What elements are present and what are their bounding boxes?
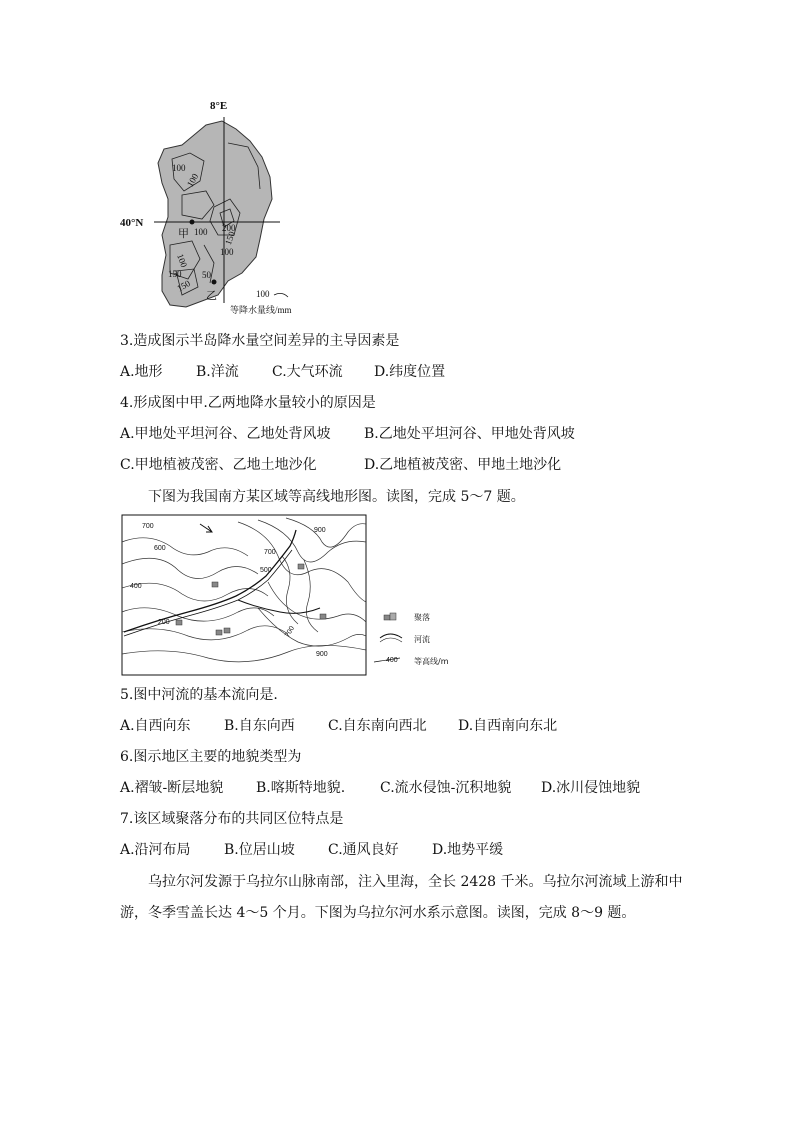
legend-isoline-text: 等降水量线/mm (230, 305, 292, 315)
question-3-stem: 3.造成图示半岛降水量空间差异的主导因素是 (120, 333, 400, 349)
settlement-marker (224, 628, 230, 633)
question-5-option-d: D.自西南向东北 (458, 718, 558, 734)
intro-questions-5-7: 下图为我国南方某区域等高线地形图。读图，完成 5～7 题。 (148, 489, 525, 505)
contour-label: 500 (260, 567, 272, 574)
contour-label: 900 (316, 651, 328, 658)
question-6-option-b: B.喀斯特地貌. (256, 780, 346, 796)
isoline-label: 200 (222, 223, 236, 233)
contour-label: 700 (264, 549, 276, 556)
isoline-label: 100 (220, 247, 234, 257)
question-4-option-a: A.甲地处平坦河谷、乙地处背风坡 (120, 426, 331, 442)
legend-contour-value: 400 (386, 657, 398, 664)
meridian-label: 8°E (210, 100, 228, 112)
question-6-option-d: D.冰川侵蚀地貌 (541, 780, 641, 796)
question-4-option-b: B.乙地处平坦河谷、甲地处背风坡 (364, 426, 575, 442)
peninsula-landmass (158, 121, 272, 307)
contour-label: 400 (130, 583, 142, 590)
intro-questions-8-9-line1: 乌拉尔河发源于乌拉尔山脉南部，注入里海，全长 2428 千米。乌拉尔河流域上游和中 (148, 874, 683, 890)
legend-river-icon (380, 634, 402, 638)
isoline-label: 100 (175, 252, 190, 269)
legend-river-label: 河流 (414, 635, 430, 644)
isoline-label: 100 (184, 171, 201, 189)
legend-contour-label: 等高线/m (414, 657, 449, 666)
question-3-option-c: C.大气环流 (272, 364, 343, 380)
parallel-label: 40°N (120, 217, 144, 229)
contour-label: 600 (154, 545, 166, 552)
point-yi-label: 乙 (206, 290, 217, 302)
settlement-marker (216, 630, 222, 635)
contour-label: 700 (142, 523, 154, 530)
isoline-label: 100 (172, 163, 186, 173)
question-6-option-c: C.流水侵蚀-沉积地貌 (380, 780, 512, 796)
intro-questions-8-9-line2: 游，冬季雪盖长达 4～5 个月。下图为乌拉尔河水系示意图。读图，完成 8～9 题。 (120, 905, 636, 921)
legend-settlement-label: 聚落 (414, 613, 430, 622)
legend-settlement-icon (384, 615, 390, 620)
settlement-marker (320, 614, 326, 619)
question-5-stem: 5.图中河流的基本流向是. (120, 687, 278, 703)
question-5-option-b: B.自东向西 (224, 718, 295, 734)
contour-label: 200 (158, 619, 170, 626)
precipitation-map (110, 95, 340, 325)
isoline-label: 100 (194, 227, 208, 237)
isoline-label: 150 (222, 230, 238, 247)
question-5-option-a: A.自西向东 (120, 718, 191, 734)
question-7-option-c: C.通风良好 (328, 842, 399, 858)
question-7-option-b: B.位居山坡 (224, 842, 295, 858)
question-4-option-c: C.甲地植被茂密、乙地土地沙化 (120, 457, 317, 473)
settlement-marker (298, 564, 304, 569)
point-jia-label: 甲 (178, 228, 189, 240)
isoline-label: 150 (175, 278, 192, 294)
isoline-label: 50 (202, 270, 211, 280)
contour-map (118, 512, 463, 680)
point-jia-marker (190, 220, 195, 225)
legend-isoline-value: 100 (256, 289, 270, 299)
point-yi-marker (212, 280, 217, 285)
contour-label: 700 (284, 625, 297, 639)
question-4-stem: 4.形成图中甲.乙两地降水量较小的原因是 (120, 395, 376, 411)
question-6-option-a: A.褶皱-断层地貌 (120, 780, 224, 796)
question-4-option-d: D.乙地植被茂密、甲地土地沙化 (364, 457, 562, 473)
question-3-option-a: A.地形 (120, 364, 163, 380)
settlement-marker (212, 582, 218, 587)
question-7-stem: 7.该区域聚落分布的共同区位特点是 (120, 811, 344, 827)
question-6-stem: 6.图示地区主要的地貌类型为 (120, 749, 302, 765)
question-3-option-b: B.洋流 (196, 364, 239, 380)
question-7-option-d: D.地势平缓 (432, 842, 504, 858)
isoline-label: 150 (168, 269, 182, 279)
settlement-marker (176, 620, 182, 625)
legend-isoline-sample (274, 293, 288, 297)
question-5-option-c: C.自东南向西北 (328, 718, 427, 734)
legend-settlement-icon (390, 613, 396, 620)
contour-label: 900 (314, 527, 326, 534)
question-3-option-d: D.纬度位置 (374, 364, 446, 380)
question-7-option-a: A.沿河布局 (120, 842, 191, 858)
